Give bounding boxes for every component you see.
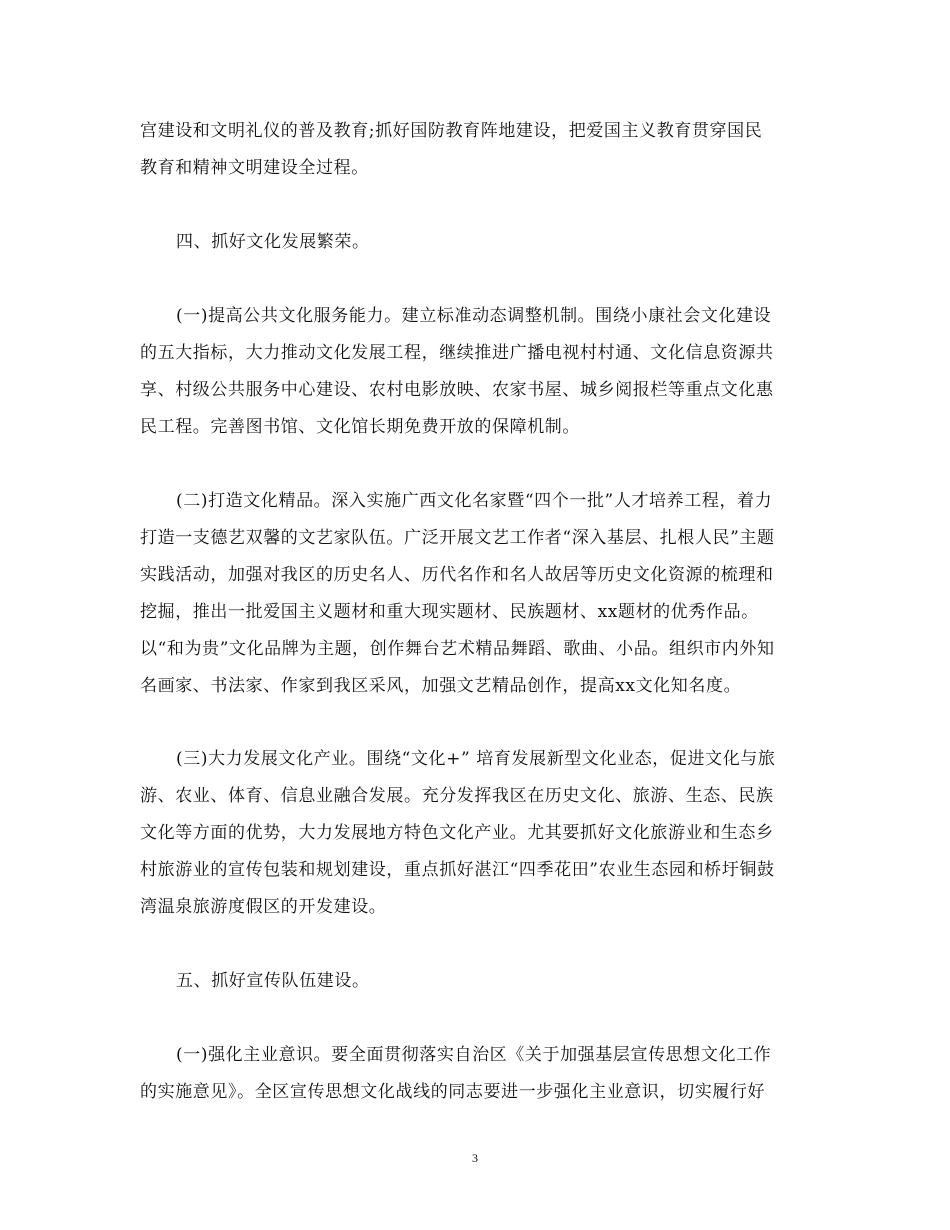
text-line: 实践活动，加强对我区的历史名人、历代名作和名人故居等历史文化资源的梳理和	[140, 565, 774, 585]
page-number: 3	[472, 1151, 478, 1165]
text-line: 文化等方面的优势，大力发展地方特色文化产业。尤其要抓好文化旅游业和生态乡	[140, 823, 774, 843]
text-line: 游、农业、体育、信息业融合发展。充分发挥我区在历史文化、旅游、生态、民族	[140, 786, 774, 806]
text-line: 教育和精神文明建设全过程。	[140, 158, 369, 178]
text-line: 宫建设和文明礼仪的普及教育;抓好国防教育阵地建设，把爱国主义教育贯穿国民	[140, 121, 763, 141]
text-line: (一)提高公共文化服务能力。建立标准动态调整机制。围绕小康社会文化建设	[176, 306, 772, 326]
text-line: 以“和为贵”文化品牌为主题，创作舞台艺术精品舞蹈、歌曲、小品。组织市内外知	[140, 639, 775, 659]
text-line: 挖掘，推出一批爱国主义题材和重大现实题材、民族题材、xx题材的优秀作品。	[140, 602, 759, 622]
text-line: 民工程。完善图书馆、文化馆长期免费开放的保障机制。	[140, 417, 580, 437]
text-line: 打造一支德艺双馨的文艺家队伍。广泛开展文艺工作者“深入基层、扎根人民”主题	[140, 528, 775, 548]
text-line: 村旅游业的宣传包装和规划建设，重点抓好湛江“四季花田”农业生态园和桥圩铜鼓	[140, 860, 775, 880]
section-heading: 四、抓好文化发展繁荣。	[176, 232, 370, 252]
text-line: 名画家、书法家、作家到我区采风，加强文艺精品创作，提高xx文化知名度。	[140, 676, 742, 696]
text-line: (一)强化主业意识。要全面贯彻落实自治区《关于加强基层宣传思想文化工作	[176, 1045, 772, 1065]
text-line: 的实施意见》。全区宣传思想文化战线的同志要进一步强化主业意识，切实履行好	[140, 1082, 766, 1102]
text-line: (三)大力发展文化产业。围绕“文化+” 培育发展新型文化业态，促进文化与旅	[176, 749, 776, 769]
text-line: 享、村级公共服务中心建设、农村电影放映、农家书屋、城乡阅报栏等重点文化惠	[140, 380, 774, 400]
text-line: 的五大指标，大力推动文化发展工程，继续推进广播电视村村通、文化信息资源共	[140, 343, 774, 363]
section-heading: 五、抓好宣传队伍建设。	[176, 971, 370, 991]
text-line: (二)打造文化精品。深入实施广西文化名家暨“四个一批”人才培养工程，着力	[176, 491, 773, 511]
text-line: 湾温泉旅游度假区的开发建设。	[140, 897, 387, 917]
